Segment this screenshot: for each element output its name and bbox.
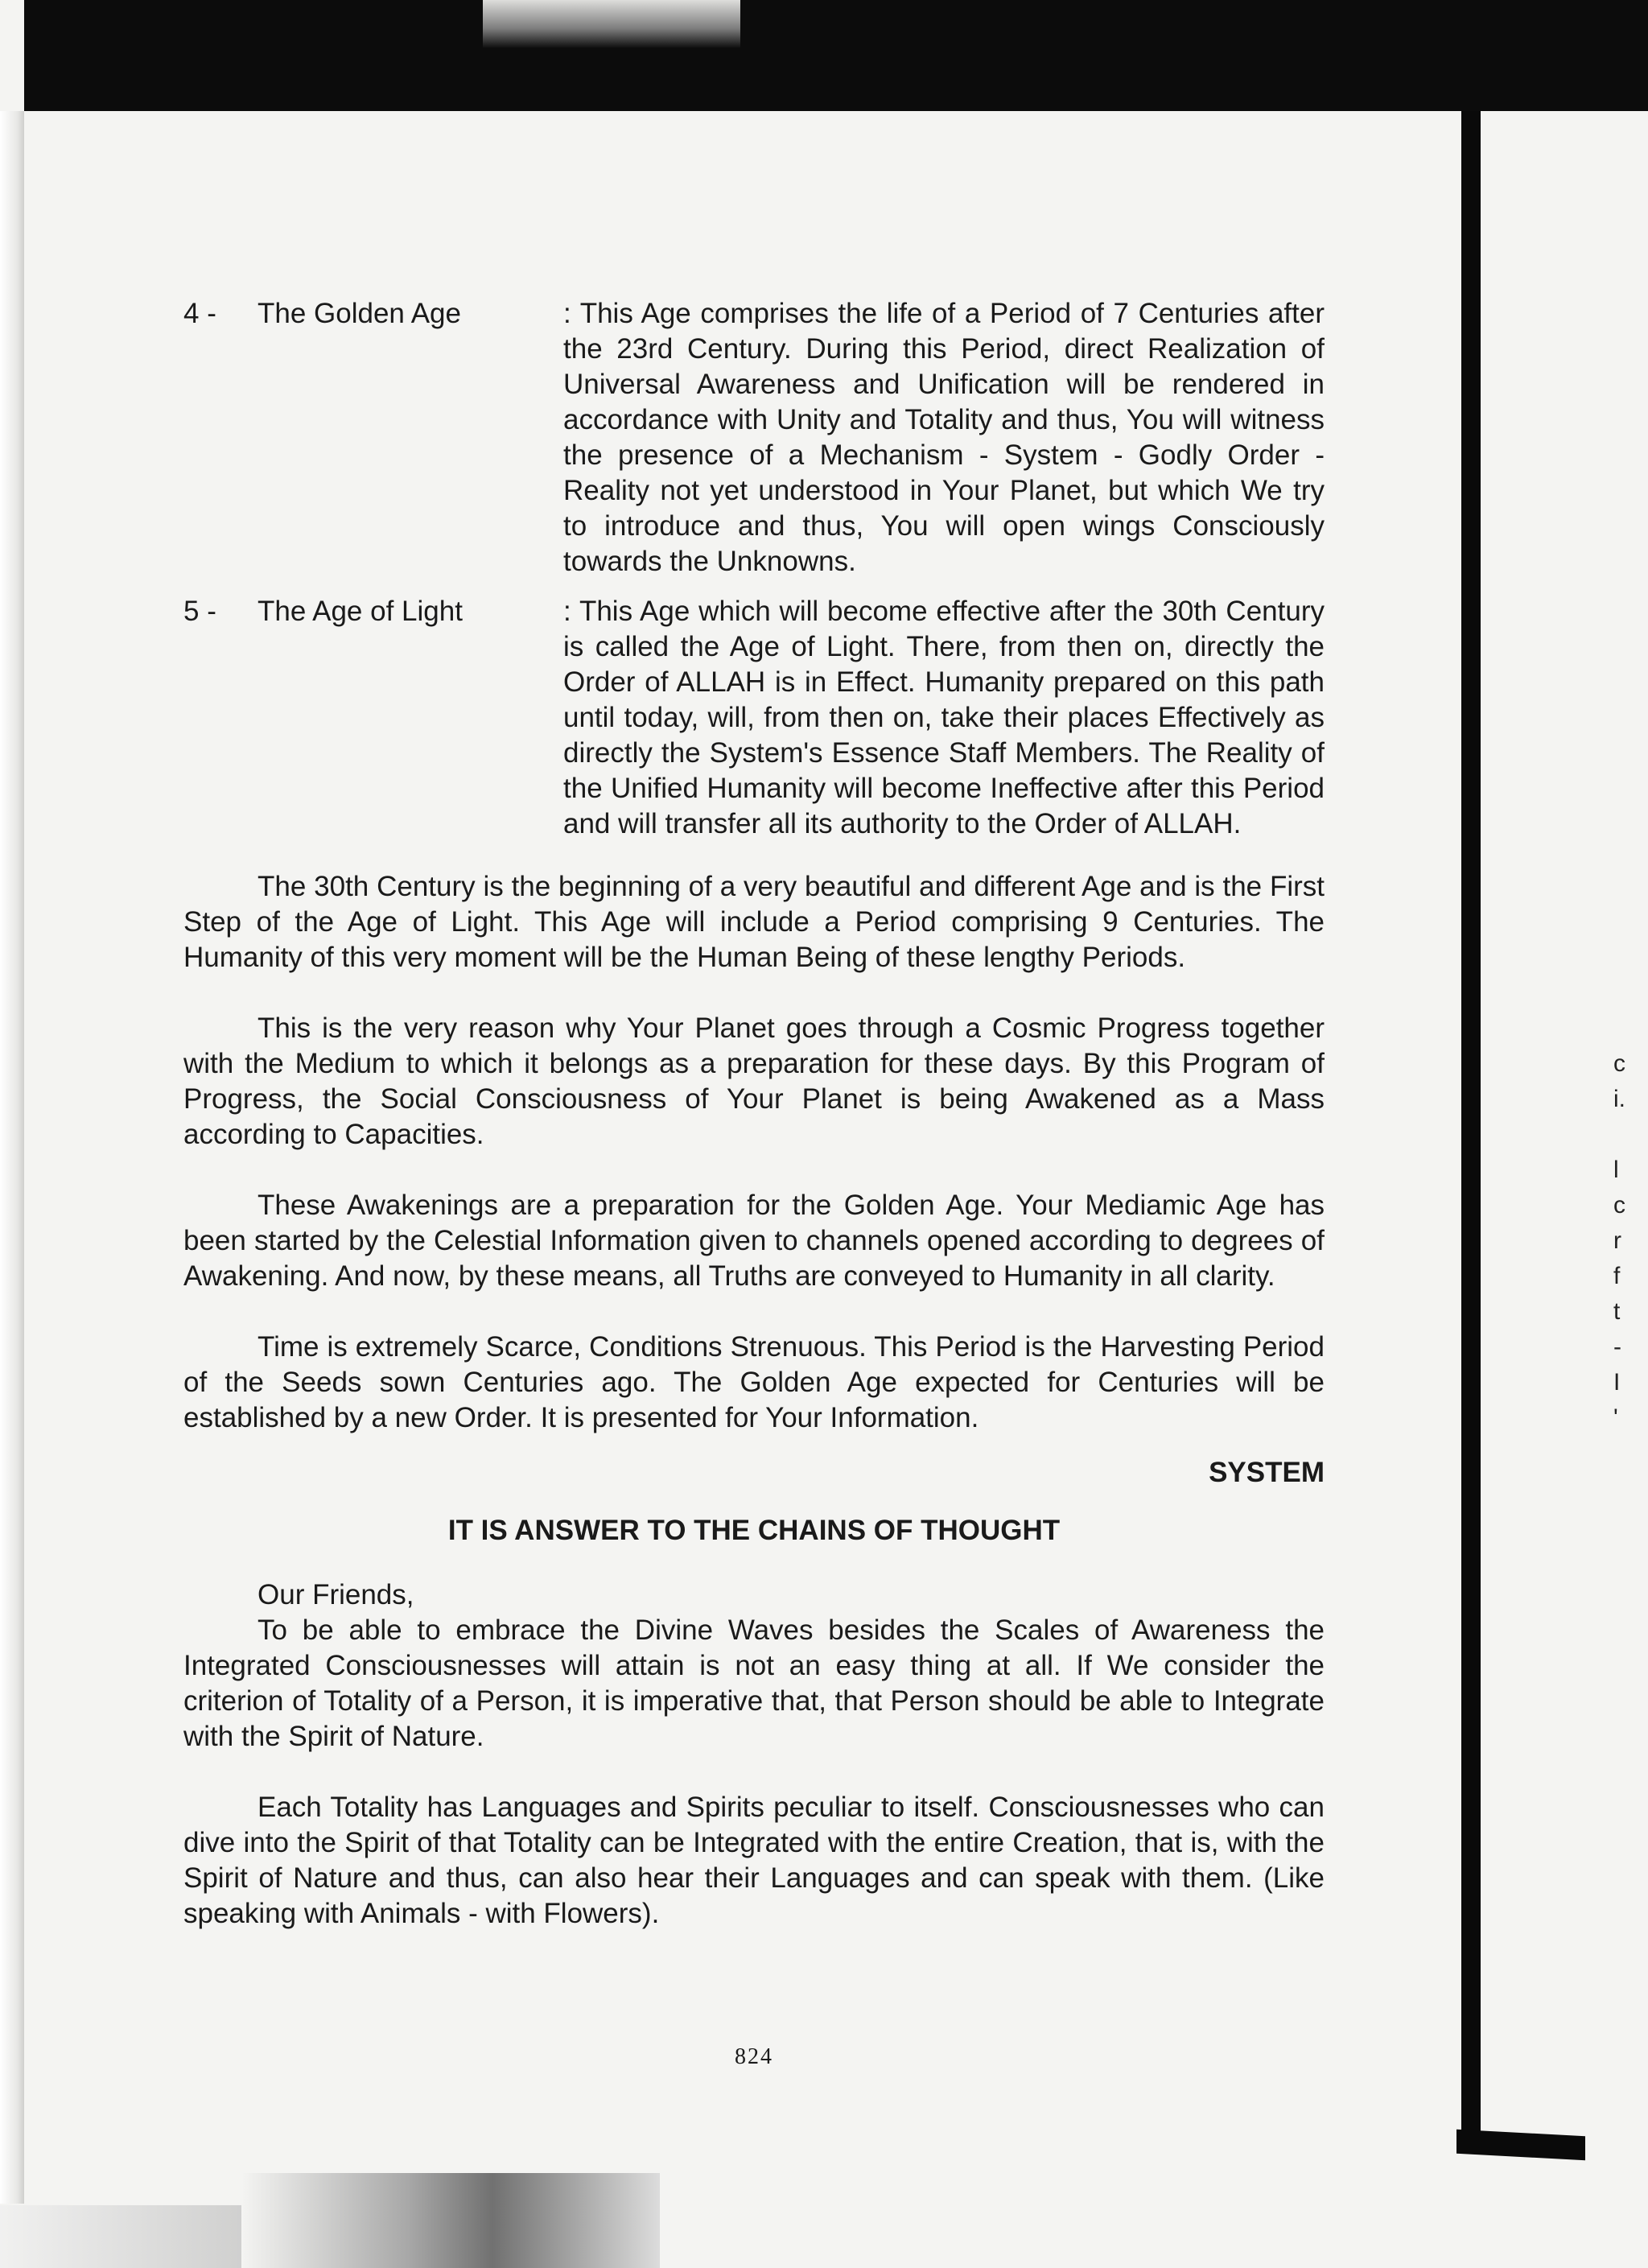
age-entry-light [183,594,1325,842]
neighbor-letter: c [1613,1192,1625,1219]
age-description: : This Age which will become effective after the 30th Century is called the Age of Light. There, from then on, directly the Order of ALLAH is in Effect. Humanity prepared on this path until today, will, from then on, take their places Effectively as directly the System's Essence Staff Members. The Reality of the Unified Humanity will become Ineffective after this Period and will transfer all its authority to the Order of ALLAH. [563,596,1325,839]
scan-top-glare [483,0,740,48]
body-paragraph: This is the very reason why Your Planet goes through a Cosmic Progress together with the Medium to which it belongs as a preparation for these days. By this Program of Progress, the Social Consciousness of Your Planet is being Awakened as a Mass according to Capacities. [183,1012,1325,1150]
body-paragraph: These Awakenings are a preparation for the Golden Age. Your Mediamic Age has been started by the Celestial Information given to channels opened according to degrees of Awakening. And now, by these means, all Truths are conveyed to Humanity in all clarity. [183,1190,1325,1292]
body-paragraph: Time is extremely Scarce, Conditions Strenuous. This Period is the Harvesting Period of the Seeds sown Centuries ago. The Golden Age expected for Centuries will be established by a new Order. It is presented for Your Information. [183,1331,1325,1433]
scan-top-shadow [24,0,1648,111]
page-content [183,296,1325,1967]
age-entry-golden [183,296,1325,579]
section-title: IT IS ANSWER TO THE CHAINS OF THOUGHT [447,1515,1061,1546]
neighbor-letter: f [1613,1263,1621,1289]
age-description: : This Age comprises the life of a Period of 7 Centuries after the 23rd Century. During this Period, direct Realization of Universal Awareness and Unification will be rendered in accordance with Unity and Totality and thus, You will witness the presence of a Mechanism - System - Godly Order - Reality not yet understood in Your Planet, but which We try to introduce and thus, You will open wings Consciously towards the Unknowns. [563,298,1325,577]
signature: SYSTEM [1209,1457,1325,1488]
section-paragraph: Each Totality has Languages and Spirits peculiar to itself. Consciousnesses who can dive into the Spirit of that Totality can be Integrated with the entire Creation, that is, with the Spirit of Nature and thus, can also hear their Languages and can speak with them. (Like speaking with Animals - with Flowers). [183,1792,1325,1929]
age-name: The Age of Light [258,596,463,627]
neighbor-page-fragment [1613,266,1646,1436]
neighbor-letter: - [1613,1334,1621,1360]
age-number: 4 - [183,298,216,329]
salutation: Our Friends, [258,1579,414,1610]
neighbor-letter: I [1613,1369,1621,1396]
neighbor-letter: t [1613,1298,1621,1325]
neighbor-letter: l [1613,1157,1619,1183]
neighbor-letter: c [1613,1050,1625,1077]
age-name: The Golden Age [258,298,461,329]
book-spine-shadow [1461,111,1481,2147]
neighbor-letter: r [1613,1227,1621,1254]
section-paragraph: To be able to embrace the Divine Waves besides the Scales of Awareness the Integrated Consciousnesses will attain is not an easy thing at all. If We consider the criterion of Totality of a Person, it is imperative that, that Person should be able to Integrate with the Spirit of Nature. [183,1614,1325,1752]
book-spine-bottom-shadow [1456,2130,1585,2160]
page-number: 824 [735,2044,773,2069]
body-paragraph: The 30th Century is the beginning of a very beautiful and different Age and is the First Step of the Age of Light. This Age will include a Period comprising 9 Centuries. The Humanity of this very moment will be the Human Being of these lengthy Periods. [183,871,1325,973]
scan-bottom-left-smudge [0,2205,241,2268]
neighbor-letter: i. [1613,1086,1625,1112]
neighbor-letter: ' [1613,1404,1618,1431]
age-number: 5 - [183,596,216,627]
scan-bottom-smudge [241,2173,660,2268]
scan-left-edge [0,111,24,2204]
